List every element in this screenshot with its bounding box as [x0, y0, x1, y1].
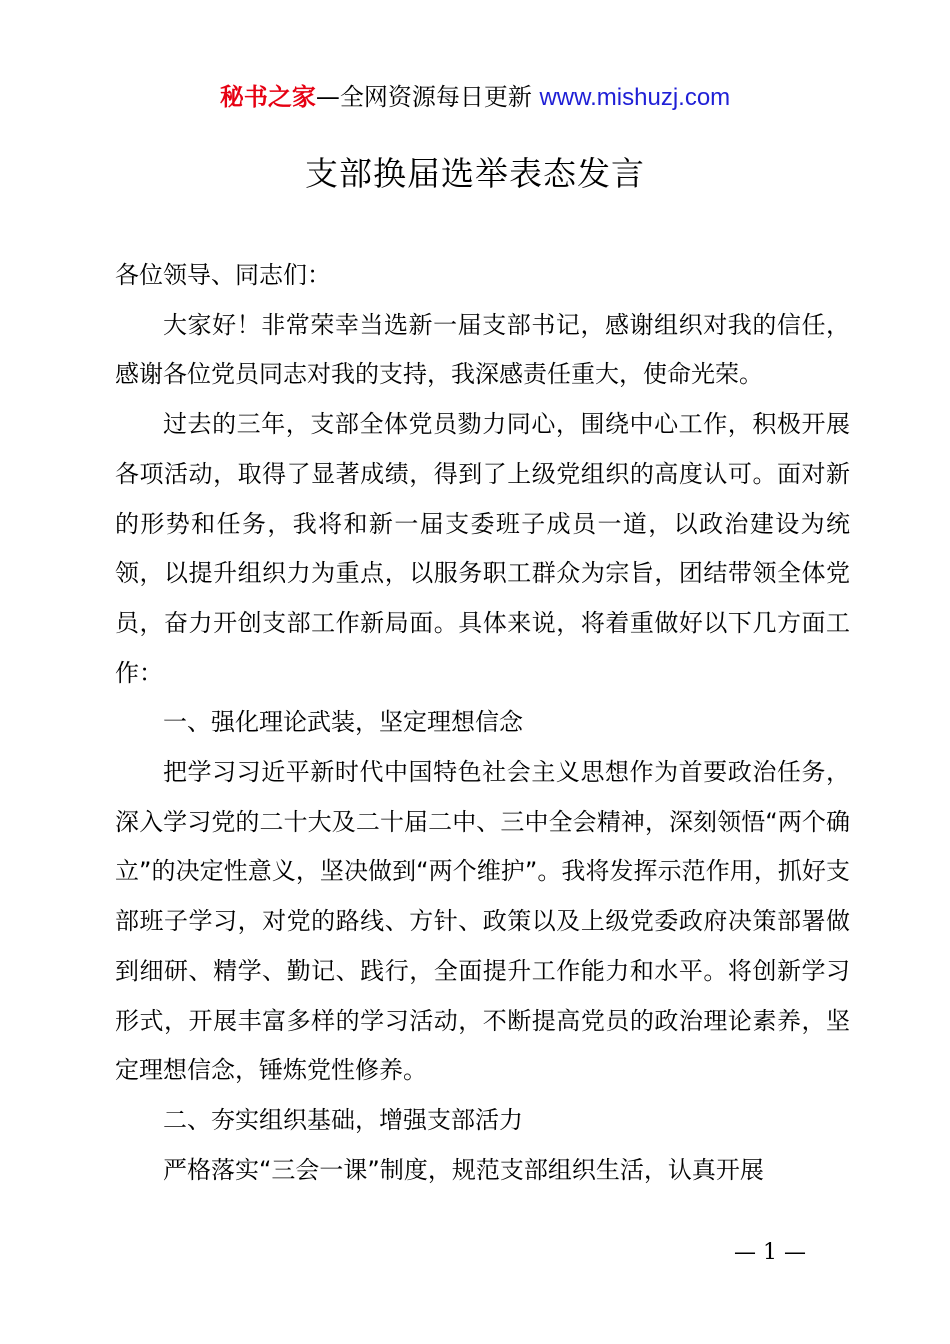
page-number: — 1 — [734, 1240, 806, 1265]
header-tagline: 全网资源每日更新 [339, 83, 532, 111]
header-brand: 秘书之家 [219, 83, 316, 111]
header-dash: — [315, 83, 340, 111]
paragraph-review: 过去的三年，支部全体党员勠力同心，围绕中心工作，积极开展各项活动，取得了显著成绩，得到了上级党组织的高度认可。面对新的形势和任务，我将和新一届支委班子成员一道，以政治建设为统领，以提升组织力为重点，以服务职工群众为宗旨，团结带领全体党员，奋力开创支部工作新局面。具体来说，将着重做好以下几方面工作： [115, 410, 850, 687]
section-heading-2: 二、夯实组织基础，增强支部活力 [163, 1105, 523, 1134]
section-heading-1: 一、强化理论武装，坚定理想信念 [163, 708, 523, 737]
salutation: 各位领导、同志们： [115, 261, 331, 289]
document-body [115, 251, 850, 1195]
paragraph-section-1: 把学习习近平新时代中国特色社会主义思想作为首要政治任务，深入学习党的二十大及二十届二中、三中全会精神，深刻领悟“两个确立”的决定性意义，坚决做到“两个维护”。我将发挥示范作用，抓好支部班子学习，对党的路线、方针、政策以及上级党委政府决策部署做到细研、精学、勤记、践行，全面提升工作能力和水平。将创新学习形式，开展丰富多样的学习活动，不断提高党员的政治理论素养，坚定理想信念，锤炼党性修养。 [115, 758, 850, 1085]
page-header [0, 80, 950, 115]
paragraph-section-2: 严格落实“三会一课”制度，规范支部组织生活，认真开展 [163, 1155, 764, 1184]
header-site-link[interactable]: www.mishuzj.com [539, 84, 731, 111]
paragraph-greeting: 大家好！非常荣幸当选新一届支部书记，感谢组织对我的信任，感谢各位党员同志对我的支持，我深感责任重大，使命光荣。 [115, 310, 850, 389]
document-title: 支部换届选举表态发言 [305, 154, 645, 193]
